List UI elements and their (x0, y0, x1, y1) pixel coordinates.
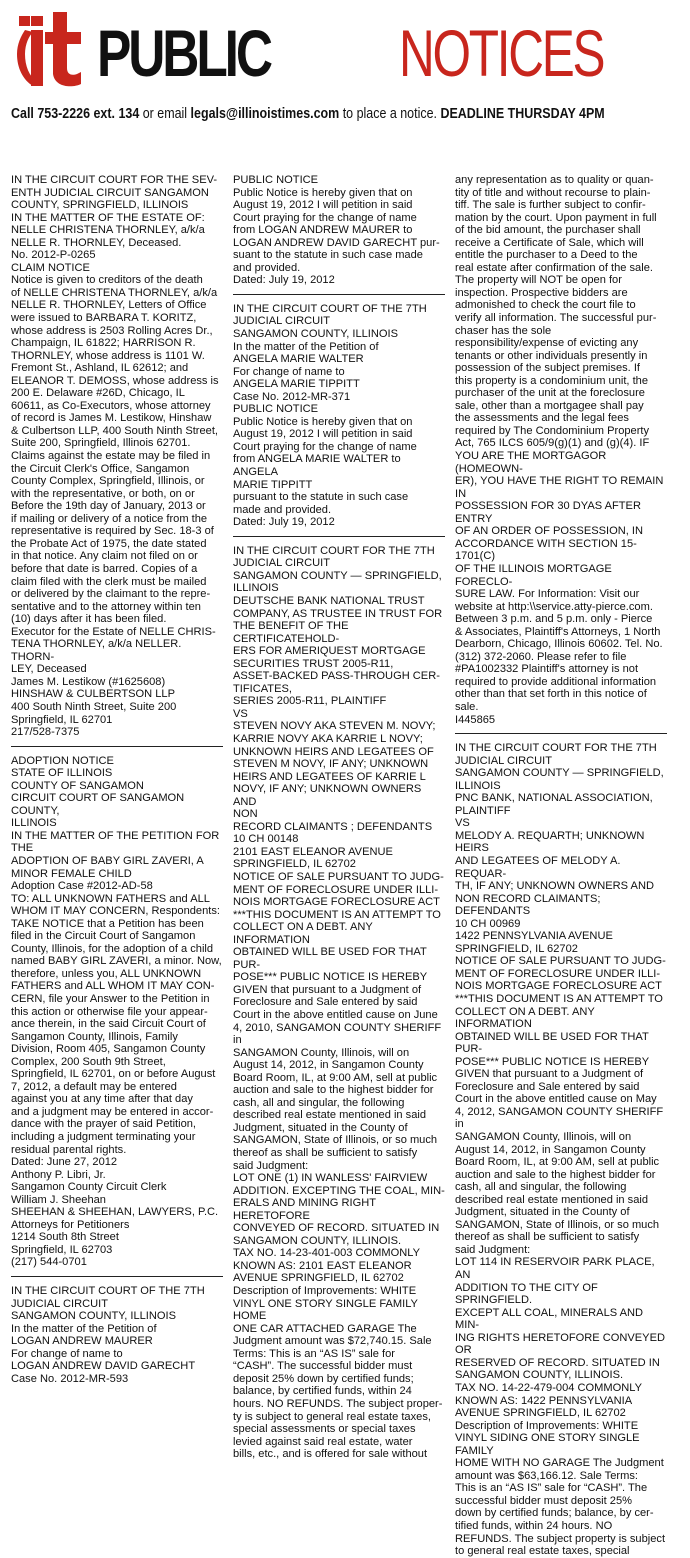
divider (11, 1276, 223, 1277)
notice-text: any representation as to quality or quan- tity of title and without recourse to plain- tiff. The sale is further subject to confir- mation by the court. Upon payment in full of the bid amount, the purchaser shall receive a Certificate of Sale, which will entitle the purchaser to a Deed to the real estate after confirmation of the sale. The property will NOT be open for inspection. Prospective bidders are admonished to check the court file to verify all information. The successful pur- chaser has the sole responsibility/expense of evicting any tenants or other individuals presently in possession of the subject premises. If this property is a condominium unit, the purchaser of the unit at the foreclosure sale, other than a mortgagee shall pay the assessments and the legal fees required by The Condominium Property Act, 765 ILCS 605/9(g)(1) and (g)(4). IF YOU ARE THE MORTGAGOR (HOMEOWN- ER), YOU HAVE THE RIGHT TO REMAIN IN POSSESSION FOR 30 DYAS AFTER ENTRY OF AN ORDER OF POSSESSION, IN ACCORDANCE WITH SECTION 15-1701(C) OF THE ILLINOIS MORTGAGE FORECLO- SURE LAW. For Information: Visit our website at http:\\service.atty-pierce.com. Between 3 p.m. and 5 p.m. only - Pierce & Associates, Plaintiff's Attorneys, 1 North Dearborn, Chicago, Illinois 60602. Tel. No. (312) 372-2060. Please refer to file #PA1002332 Plaintiff's attorney is not required to provide additional information other than that set forth in this notice of sale. I445865 (455, 174, 664, 726)
divider (11, 746, 223, 747)
notice-text: IN THE CIRCUIT COURT OF THE 7TH JUDICIAL CIRCUIT SANGAMON COUNTY, ILLINOIS In the matter of the Petition of ANGELA MARIE WALTER For change of name to ANGELA MARIE TIPPITT Case No. 2012-MR-371 PUBLIC NOTICE Public Notice is hereby given that on August 19, 2012 I will petition in said Court praying for the change of name from ANGELA MARIE WALTER to ANGELA MARIE TIPPITT pursuant to the statute in such case made and provided. Dated: July 19, 2012 (233, 302, 427, 529)
notice-text: IN THE CIRCUIT COURT FOR THE 7TH JUDICIAL CIRCUIT SANGAMON COUNTY — SPRINGFIELD, ILLINOIS PNC BANK, NATIONAL ASSOCIATION, PLAINTIFF VS MELODY A. REQUARTH; UNKNOWN HEIRS AND LEGATEES OF MELODY A. REQUAR- TH, IF ANY; UNKNOWN OWNERS AND NON RECORD CLAIMANTS; DEFENDANTS 10 CH 00969 1422 PENNSYLVANIA AVENUE SPRINGFIELD, IL 62702 NOTICE OF SALE PURSUANT TO JUDG- MENT OF FORECLOSURE UNDER ILLI- NOIS MORTGAGE FORECLOSURE ACT ***THIS DOCUMENT IS AN ATTEMPT TO COLLECT ON A DEBT. ANY INFORMATION OBTAINED WILL BE USED FOR THAT PUR- POSE*** PUBLIC NOTICE IS HEREBY GIVEN that pursuant to a Judgment of Foreclosure and Sale entered by said Court in the above entitled cause on May 4, 2012, SANGAMON COUNTY SHERIFF in SANGAMON County, Illinois, will on August 14, 2012, in Sangamon County Board Room, IL, at 9:00 AM, sell at public auction and sale to the highest bidder for cash, all and singular, the following described real estate mentioned in said Judgment, situated in the County of SANGAMON, State of Illinois, or so much thereof as shall be sufficient to satisfy said Judgment: LOT 114 IN RESERVOIR PARK PLACE, AN ADDITION TO THE CITY OF SPRINGFIELD. EXCEPT ALL COAL, MINERALS AND MIN- ING RIGHTS HERETOFORE CONVEYED OR RESERVED OF RECORD. SITUATED IN SANGAMON COUNTY, ILLINOIS. TAX NO. 14-22-479-004 COMMONLY KNOWN AS: 1422 PENNSYLVANIA AVENUE SPRINGFIELD, IL 62702 Description of Improvements: WHITE VINYL SIDING ONE STORY SINGLE FAMILY HOME WITH NO GARAGE The Judgment amount was $63,166.12. Sale Terms: This is an “AS IS” sale for “CASH”. The successful bidder must deposit 25% down by certified funds; balance, by cer- tified funds, within 24 hours. NO REFUNDS. The subject property is subject to general real estate taxes, special (455, 742, 666, 1558)
notice-text: IN THE CIRCUIT COURT FOR THE 7TH JUDICIAL CIRCUIT SANGAMON COUNTY — SPRINGFIELD, ILLINOIS DEUTSCHE BANK NATIONAL TRUST COMPANY, AS TRUSTEE IN TRUST FOR THE BENEFIT OF THE CERTIFICATEHOLD- ERS FOR AMERIQUEST MORTGAGE SECURITIES TRUST 2005-R11, ASSET-BACKED PASS-THROUGH CER- TIFICATES, SERIES 2005-R11, PLAINTIFF VS STEVEN NOVY AKA STEVEN M. NOVY; KARRIE NOVY AKA KARRIE L NOVY; UNKNOWN HEIRS AND LEGATEES OF STEVEN M NOVY, IF ANY; UNKNOWN HEIRS AND LEGATEES OF KARRIE L NOVY, IF ANY; UNKNOWN OWNERS AND NON RECORD CLAIMANTS ; DEFENDANTS 10 CH 00148 2101 EAST ELEANOR AVENUE SPRINGFIELD, IL 62702 NOTICE OF SALE PURSUANT TO JUDG- MENT OF FORECLOSURE UNDER ILLI- NOIS MORTGAGE FORECLOSURE ACT ***THIS DOCUMENT IS AN ATTEMPT TO COLLECT ON A DEBT. ANY INFORMATION OBTAINED WILL BE USED FOR THAT PUR- POSE*** PUBLIC NOTICE IS HEREBY GIVEN that pursuant to a Judgment of Foreclosure and Sale entered by said Court in the above entitled cause on June 4, 2010, SANGAMON COUNTY SHERIFF in SANGAMON County, Illinois, will on August 14, 2012, in Sangamon County Board Room, IL, at 9:00 AM, sell at public auction and sale to the highest bidder for cash, all and singular, the following described real estate mentioned in said Judgment, situated in the County of SANGAMON, State of Illinois, or so much thereof as shall be sufficient to satisfy said Judgment: LOT ONE (1) IN WANLESS' FAIRVIEW ADDITION. EXCEPTING THE COAL, MIN- ERALS AND MINING RIGHT HERETOFORE CONVEYED OF RECORD. SITUATED IN SANGAMON COUNTY, ILLINOIS. TAX NO. 14-23-401-003 COMMONLY KNOWN AS: 2101 EAST ELEANOR AVENUE SPRINGFIELD, IL 62702 Description of Improvements: WHITE VINYL ONE STORY SINGLE FAMILY HOME ONE CAR ATTACHED GARAGE The Judgment amount was $72,740.15. Sale Terms: This is an “AS IS” sale for “CASH”. The successful bidder must deposit 25% down by certified funds; balance, by certified funds, within 24 hours. NO REFUNDS. The subject proper- ty is subject to general real estate taxes, special assessments or special taxes levied against said real estate, water bills, etc., and is offered for sale without (233, 544, 445, 1461)
notice-text: IN THE CIRCUIT COURT OF THE 7TH JUDICIAL CIRCUIT SANGAMON COUNTY, ILLINOIS In the matter of the Petition of LOGAN ANDREW MAURER For change of name to LOGAN ANDREW DAVID GARECHT Case No. 2012-MR-593 (11, 1285, 205, 1385)
phone-number: Call 753-2226 ext. 134 (11, 106, 140, 122)
column-1 (11, 174, 223, 1385)
divider (455, 733, 667, 734)
name-change-notice-walter (233, 303, 445, 529)
notice-text: IN THE CIRCUIT COURT FOR THE SEV- ENTH JUDICIAL CIRCUIT SANGAMON COUNTY, SPRINGFIELD, ILLINOIS IN THE MATTER OF THE ESTATE OF: NELLE CHRISTENA THORNLEY, a/k/a NELLE R. THORNLEY, Deceased. No. 2012-P-0265 CLAIM NOTICE Notice is given to creditors of the death of NELLE CHRISTENA THORNLEY, a/k/a NELLE R. THORNLEY, Letters of Office were issued to BARBARA T. KORITZ, whose address is 2503 Rolling Acres Dr., Champaign, IL 61822; HARRISON R. THORNLEY, whose address is 1101 W. Fremont St., Ashland, IL 62612; and ELEANOR T. DEMOSS, whose address is 200 E. Delaware #26D, Chicago, IL 60611, as Co-Executors, whose attorney of record is James M. Lestikow, Hinshaw & Culbertson LLP, 400 South Ninth Street, Suite 200, Springfield, Illinois 62701. Claims against the estate may be filed in the Circuit Clerk's Office, Sangamon County Complex, Springfield, Illinois, or with the representative, or both, on or Before the 19th day of January, 2013 or if mailing or delivery of a notice from the representative is required by Sec. 18-3 of the Probate Act of 1975, the date stated in that notice. Any claim not filed on or before that date is barred. Copies of a claim filed with the clerk must be mailed or delivered by the claimant to the repre- sentative and to the attorney within ten (10) days after it has been filed. Executor for the Estate of NELLE CHRIS- TENA THORNLEY, a/k/a NELLER. THORN- LEY, Deceased James M. Lestikow (#1625608) HINSHAW & CULBERTSON LLP 400 South Ninth Street, Suite 200 Springfield, IL 62701 217/528-7375 (11, 174, 219, 739)
foreclosure-notice-novy-continued (455, 174, 667, 726)
notice-text: ADOPTION NOTICE STATE OF ILLINOIS COUNTY OF SANGAMON CIRCUIT COURT OF SANGAMON COUNTY, ILLINOIS IN THE MATTER OF THE PETITION FOR THE ADOPTION OF BABY GIRL ZAVERI, A MINOR FEMALE CHILD Adoption Case #2012-AD-58 TO: ALL UNKNOWN FATHERS and ALL WHOM IT MAY CONCERN, Respondents: TAKE NOTICE that a Petition has been filed in the Circuit Court of Sangamon County, Illinois, for the adoption of a child named BABY GIRL ZAVERI, a minor. Now, therefore, unless you, ALL UNKNOWN FATHERS and ALL WHOM IT MAY CON- CERN, file your Answer to the Petition in this action or otherwise file your appear- ance therein, in the said Circuit Court of Sangamon County, Illinois, Family Division, Room 405, Sangamon County Complex, 200 South 9th Street, Springfield, IL 62701, on or before August 7, 2012, a default may be entered against you at any time after that day and a judgment may be entered in accor- dance with the prayer of said Petition, including a judgment terminating your residual parental rights. Dated: June 27, 2012 Anthony P. Libri, Jr. Sangamon County Circuit Clerk William J. Sheehan SHEEHAN & SHEEHAN, LAWYERS, P.C. Attorneys for Petitioners 1214 South 8th Street Springfield, IL 62703 (217) 544-0701 (11, 754, 222, 1269)
deadline-text: DEADLINE THURSDAY 4PM (440, 106, 605, 122)
column-2 (233, 174, 445, 1461)
divider (233, 536, 445, 537)
adoption-notice (11, 755, 223, 1269)
foreclosure-notice-requarth (455, 742, 667, 1558)
public-notice-maurer (233, 174, 445, 287)
contact-bar (11, 106, 605, 122)
column-3 (455, 174, 667, 1558)
notice-text: PUBLIC NOTICE Public Notice is hereby given that on August 19, 2012 I will petition in said Court praying for the change of name from LOGAN ANDREW MAURER to LOGAN ANDREW DAVID GARECHT pur- suant to the statute in such case made and provided. Dated: July 19, 2012 (233, 174, 440, 287)
title-public: PUBLIC (97, 16, 270, 90)
email-link[interactable]: legals@illinoistimes.com (190, 106, 340, 122)
illinois-times-logo-icon (11, 10, 93, 88)
name-change-notice-maurer (11, 1285, 223, 1385)
place-notice-text: to place a notice. (339, 106, 441, 122)
or-email-text: or email (139, 106, 191, 122)
estate-claim-notice (11, 174, 223, 739)
divider (233, 294, 445, 295)
masthead (11, 10, 681, 90)
foreclosure-notice-novy (233, 545, 445, 1461)
title-notices: NOTICES (399, 16, 604, 90)
